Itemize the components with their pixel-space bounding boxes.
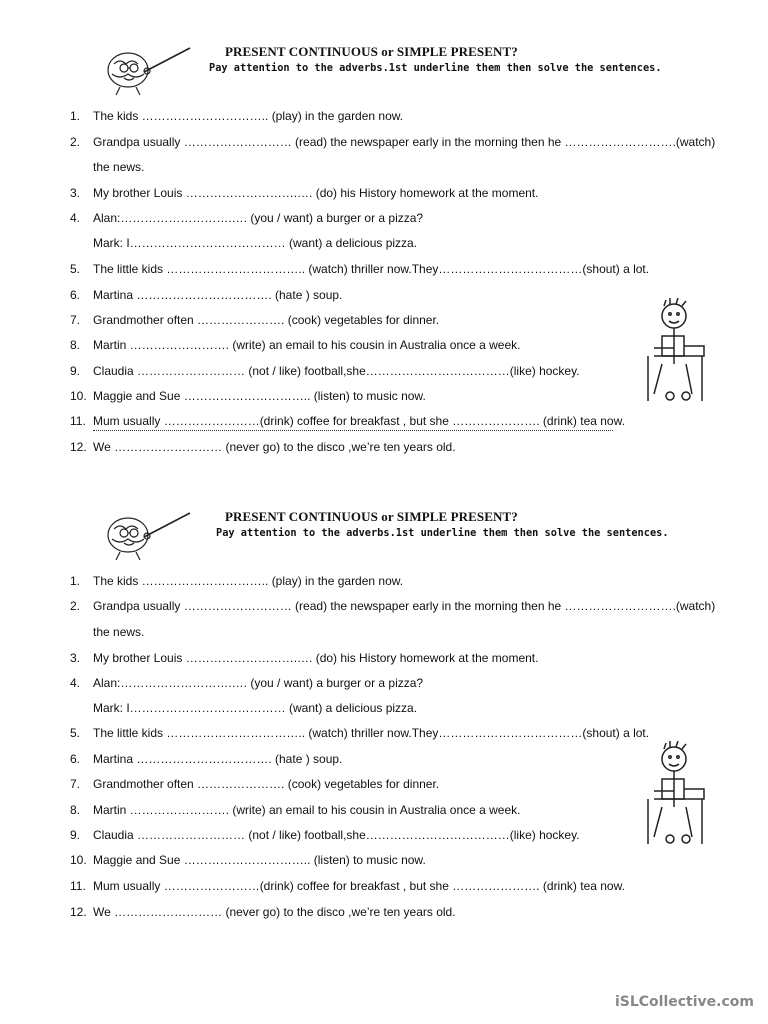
line-text: My brother Louis ……………………….…. (do) his History homework at the moment. bbox=[93, 186, 539, 200]
exercise-line bbox=[0, 310, 740, 330]
line-number: 11. bbox=[70, 414, 86, 428]
line-number: 2. bbox=[70, 599, 81, 613]
exercise-line bbox=[0, 723, 740, 743]
exercise-line bbox=[0, 800, 740, 820]
line-number: 1. bbox=[70, 109, 81, 123]
line-number: 3. bbox=[70, 186, 81, 200]
worksheet-title: PRESENT CONTINUOUS or SIMPLE PRESENT? bbox=[225, 44, 518, 59]
line-number: 7. bbox=[70, 777, 81, 791]
worksheet-title: PRESENT CONTINUOUS or SIMPLE PRESENT? bbox=[225, 509, 518, 524]
line-number: 8. bbox=[70, 338, 81, 352]
line-number: 9. bbox=[70, 828, 81, 842]
line-text: Martina ……………………………. (hate ) soup. bbox=[93, 752, 343, 766]
exercise-line bbox=[0, 106, 740, 126]
line-text: The kids ………………………….. (play) in the garden now. bbox=[93, 574, 404, 588]
line-text: The little kids …………………………….. (watch) thriller now.They………………………………(shout) a lot. bbox=[93, 726, 650, 740]
line-text: We ……………………… (never go) to the disco ,we’re ten years old. bbox=[93, 440, 456, 454]
line-text: Martina ……………………………. (hate ) soup. bbox=[93, 288, 343, 302]
line-text: Alan:……………………….…. (you / want) a burger or a pizza? bbox=[93, 211, 424, 225]
line-text: Mark: I………………………………… (want) a delicious pizza. bbox=[93, 236, 418, 250]
exercise-line bbox=[0, 902, 740, 922]
exercise-line bbox=[0, 749, 740, 769]
exercise-line bbox=[0, 208, 740, 228]
line-text: Alan:……………………….…. (you / want) a burger or a pizza? bbox=[93, 676, 424, 690]
line-number: 6. bbox=[70, 752, 81, 766]
reading-kid-icon bbox=[640, 298, 720, 408]
line-text: the news. bbox=[93, 160, 145, 174]
line-number: 6. bbox=[70, 288, 81, 302]
line-text: Mum usually ……………………(drink) coffee for breakfast , but she …………………. (drink) tea now. bbox=[93, 879, 625, 893]
line-number: 11. bbox=[70, 879, 86, 893]
line-text: Martin ……………………. (write) an email to his cousin in Australia once a week. bbox=[93, 803, 521, 817]
exercise-line bbox=[0, 233, 740, 253]
exercise-line bbox=[0, 361, 740, 381]
line-number: 10. bbox=[70, 853, 87, 867]
exercise-line bbox=[0, 335, 740, 355]
line-number: 4. bbox=[70, 211, 81, 225]
worksheet-instructions: Pay attention to the adverbs.1st underline them then solve the sentences. bbox=[216, 527, 669, 539]
line-text: The little kids …………………………….. (watch) thriller now.They………………………………(shout) a lot. bbox=[93, 262, 650, 276]
line-number: 5. bbox=[70, 262, 81, 276]
exercise-line bbox=[0, 157, 740, 177]
exercise-line bbox=[0, 876, 740, 896]
line-text: The kids ………………………….. (play) in the garden now. bbox=[93, 109, 404, 123]
exercise-line bbox=[0, 648, 740, 668]
exercise-line bbox=[0, 437, 740, 457]
exercise-line bbox=[0, 673, 740, 693]
reading-kid-icon bbox=[640, 741, 720, 851]
line-number: 12. bbox=[70, 905, 87, 919]
line-number: 7. bbox=[70, 313, 81, 327]
line-text: Maggie and Sue ………………………….. (listen) to music now. bbox=[93, 389, 426, 403]
exercise-line bbox=[0, 183, 740, 203]
line-text: We ……………………… (never go) to the disco ,we’re ten years old. bbox=[93, 905, 456, 919]
exercise-line bbox=[0, 622, 740, 642]
line-text: Claudia ……………………… (not / like) football,she………………………………(like) hockey. bbox=[93, 364, 580, 378]
exercise-line bbox=[0, 825, 740, 845]
exercise-line bbox=[0, 386, 740, 406]
exercise-line bbox=[0, 850, 740, 870]
exercise-line bbox=[0, 596, 740, 616]
line-number: 10. bbox=[70, 389, 87, 403]
line-text: Grandpa usually ……………………… (read) the newspaper early in the morning then he ……………………….(watch) bbox=[93, 135, 716, 149]
watermark: iSLCollective.com bbox=[614, 994, 754, 1010]
teacher-brain-icon bbox=[100, 42, 200, 96]
line-text: Grandmother often …………………. (cook) vegetables for dinner. bbox=[93, 777, 440, 791]
line-text: Martin ……………………. (write) an email to his cousin in Australia once a week. bbox=[93, 338, 521, 352]
line-number: 3. bbox=[70, 651, 81, 665]
exercise-line bbox=[0, 698, 740, 718]
exercise-line bbox=[0, 285, 740, 305]
line-number: 12. bbox=[70, 440, 87, 454]
exercise-line bbox=[0, 774, 740, 794]
line-number: 8. bbox=[70, 803, 81, 817]
line-text: Maggie and Sue ………………………….. (listen) to music now. bbox=[93, 853, 426, 867]
line-number: 4. bbox=[70, 676, 81, 690]
line-number: 2. bbox=[70, 135, 81, 149]
line-text: Claudia ……………………… (not / like) football,she………………………………(like) hockey. bbox=[93, 828, 580, 842]
line-text: the news. bbox=[93, 625, 145, 639]
section-divider bbox=[93, 430, 613, 431]
exercise-line bbox=[0, 259, 740, 279]
line-text: Grandmother often …………………. (cook) vegetables for dinner. bbox=[93, 313, 440, 327]
exercise-line bbox=[0, 411, 740, 431]
exercise-line bbox=[0, 571, 740, 591]
line-text: My brother Louis ……………………….…. (do) his History homework at the moment. bbox=[93, 651, 539, 665]
teacher-brain-icon bbox=[100, 507, 200, 561]
line-number: 9. bbox=[70, 364, 81, 378]
line-text: Grandpa usually ……………………… (read) the newspaper early in the morning then he ……………………….(watch) bbox=[93, 599, 716, 613]
line-text: Mark: I………………………………… (want) a delicious pizza. bbox=[93, 701, 418, 715]
line-number: 1. bbox=[70, 574, 81, 588]
line-number: 5. bbox=[70, 726, 81, 740]
worksheet-instructions: Pay attention to the adverbs.1st underline them then solve the sentences. bbox=[209, 62, 662, 74]
exercise-line bbox=[0, 132, 740, 152]
line-text: Mum usually ……………………(drink) coffee for breakfast , but she …………………. (drink) tea now. bbox=[93, 414, 625, 428]
